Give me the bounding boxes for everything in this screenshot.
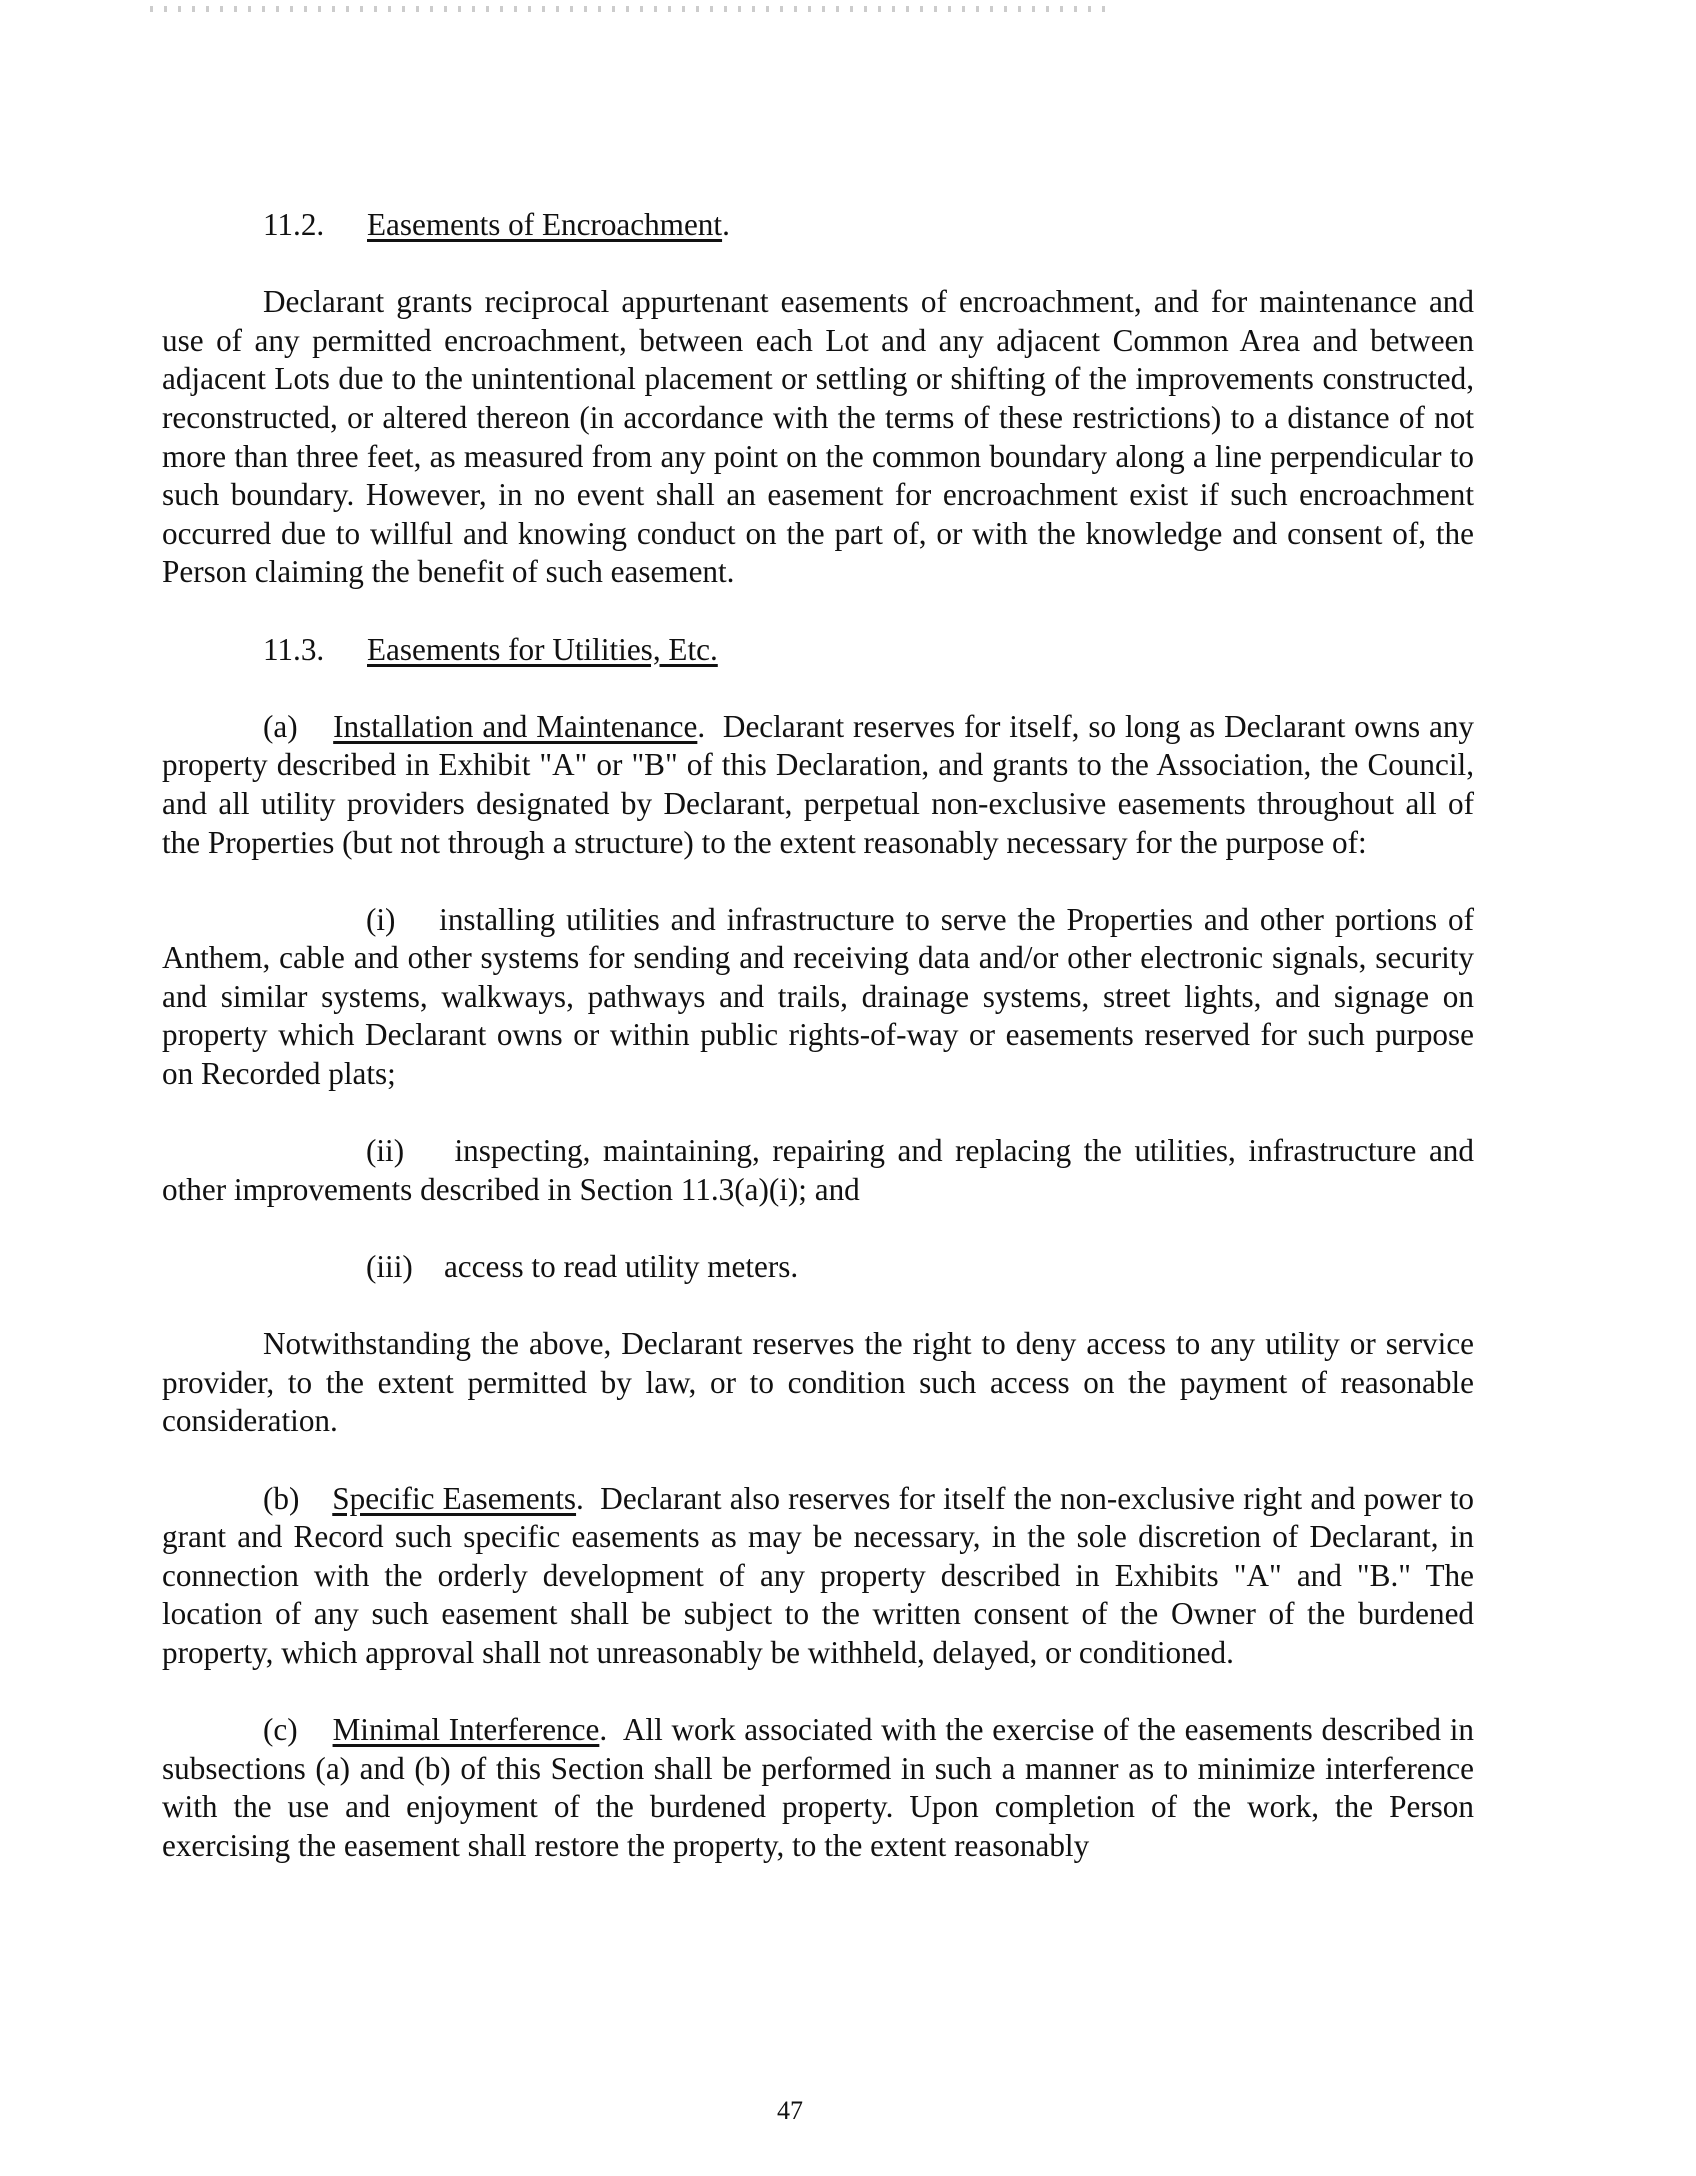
subsection-b: (b) Specific Easements. Declarant also reserves for itself the non-exclusive right and power to grant and Record such specific easements as may be necessary, in the sole discretion of Declarant, in connection with the orderly development of any property described in Exhibits "A" and "B." The location of any such easement shall be subject to the written consent of the Owner of the burdened property, which approval shall not unreasonably be withheld, delayed, or conditioned. xyxy=(162,1480,1475,1670)
list-item-text: access to read utility meters. xyxy=(443,1249,799,1285)
subsection-body: Declarant reserves for itself, so long as Declarant owns any property described in Exhibit "A" or "B" of this Declaration, and grants to the Association, the Council, and all utility providers designated by Declarant, perpetual non-exclusive easements throughout all of the Properties (but not through a structure) to the extent reasonably necessary for the purpose of: xyxy=(162,708,1475,860)
list-item-text: installing utilities and infrastructure to serve the Properties and other portions of Anthem, cable and other systems for sending and receiving data and/or other electronic signals, security and similar systems, walkways, pathways and trails, drainage systems, street lights, and signage on property which Declarant owns or within public rights-of-way or easements reserved for such purpose on Recorded plats; xyxy=(162,901,1474,1092)
list-item-label: (iii) xyxy=(366,1249,413,1285)
notwithstanding-paragraph: Notwithstanding the above, Declarant reserves the right to deny access to any utility or service provider, to the extent permitted by law, or to condition such access on the payment of reasonable consideration. xyxy=(162,1326,1474,1439)
section-number: 11.3. xyxy=(263,631,325,667)
section-number: 11.2. xyxy=(263,207,325,242)
subsection-title: Installation and Maintenance xyxy=(333,708,698,744)
scan-artifact xyxy=(150,6,1110,12)
list-item-ii xyxy=(162,1132,1474,1209)
section-title: Easements of Encroachment xyxy=(367,207,723,242)
list-item-label: (ii) xyxy=(366,1133,405,1169)
list-item-label: (i) xyxy=(366,901,396,937)
subsection-c: (c) Minimal Interference. All work associated with the exercise of the easements described in subsections (a) and (b) of this Section shall be performed in such a manner as to minimize interference with the use and enjoyment of the burdened property. Upon completion of the work, the Person exercising the easement shall restore the property, to the extent reasonably xyxy=(162,1712,1475,1863)
page-number: 47 xyxy=(777,2096,803,2125)
section-11-2-body: Declarant grants reciprocal appurtenant easements of encroachment, and for maintenance and use of any permitted encroachment, between each Lot and any adjacent Common Area and between adjacent Lots due to the unintentional placement or settling or shifting of the improvements constructed, reconstructed, or altered thereon (in accordance with the terms of these restrictions) to a distance of not more than three feet, as measured from any point on the common boundary along a line perpendicular to such boundary. However, in no event shall an easement for encroachment exist if such encroachment occurred due to willful and knowing conduct on the part of, or with the knowledge and consent of, the Person claiming the benefit of such easement. xyxy=(162,284,1474,590)
subsection-label: (c) xyxy=(263,1712,298,1748)
subsection-label: (b) xyxy=(263,1480,300,1516)
section-11-3-heading xyxy=(162,631,1474,670)
list-item-text: inspecting, maintaining, repairing and replacing the utilities, infrastructure and other improvements described in Section 11.3(a)(i); and xyxy=(162,1133,1474,1207)
subsection-title: Minimal Interference xyxy=(332,1712,600,1748)
section-title: Easements for Utilities, Etc. xyxy=(367,631,718,667)
list-item-i xyxy=(162,901,1474,1094)
subsection-label: (a) xyxy=(263,708,298,744)
subsection-title: Specific Easements xyxy=(332,1480,577,1516)
document-body xyxy=(162,206,1474,1866)
list-item-iii xyxy=(162,1248,1474,1287)
subsection-body: Declarant also reserves for itself the non-exclusive right and power to grant and Record such specific easements as may be necessary, in the sole discretion of Declarant, in connection with the orderly development of any property described in Exhibits "A" and "B." The location of any such easement shall be subject to the written consent of the Owner of the burdened property, which approval shall not unreasonably be withheld, delayed, or conditioned. xyxy=(162,1480,1475,1670)
subsection-a: (a) Installation and Maintenance. Declarant reserves for itself, so long as Declarant owns any property described in Exhibit "A" or "B" of this Declaration, and grants to the Association, the Council, and all utility providers designated by Declarant, perpetual non-exclusive easements throughout all of the Properties (but not through a structure) to the extent reasonably necessary for the purpose of: xyxy=(162,708,1475,860)
section-11-2-heading: 11.2. Easements of Encroachment. xyxy=(162,206,1474,245)
subsection-body: All work associated with the exercise of the easements described in subsections (a) and (b) of this Section shall be performed in such a manner as to minimize interference with the use and enjoyment of the burdened property. Upon completion of the work, the Person exercising the easement shall restore the property, to the extent reasonably xyxy=(162,1712,1475,1863)
